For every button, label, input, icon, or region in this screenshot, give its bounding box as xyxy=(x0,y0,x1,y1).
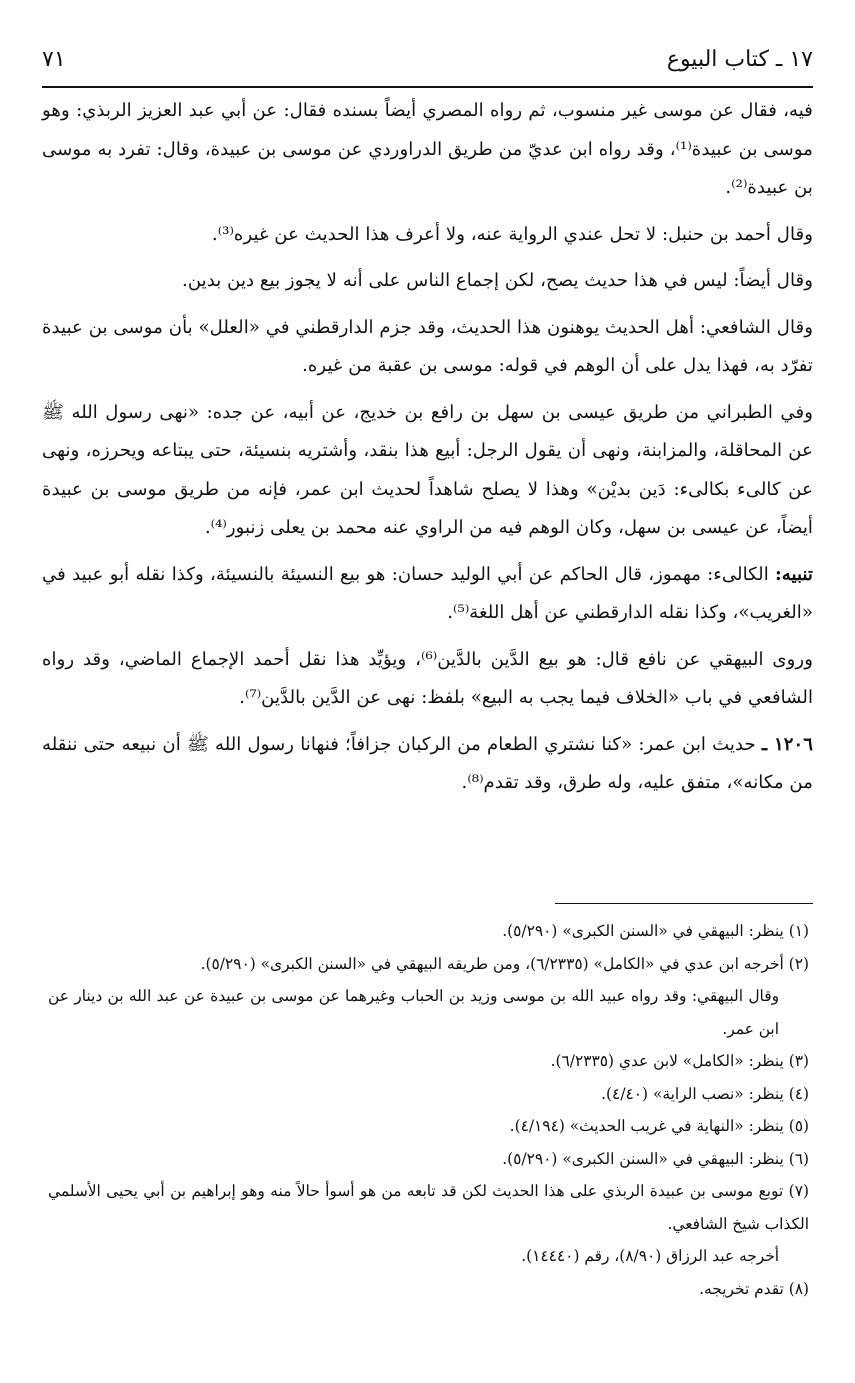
chapter-title: ١٧ ـ كتاب البيوع xyxy=(666,47,813,72)
paragraph-note: تنبيه: الكالىء: مهموز، قال الحاكم عن أبي الوليد حسان: هو بيع النسيئة بالنسيئة، وكذا نقله أبو عبيد في «الغريب»، وكذا نقله الدارقطني عن أهل اللغة⁽⁵⁾. xyxy=(42,563,813,623)
paragraph: وروى البيهقي عن نافع قال: هو بيع الدَّين بالدَّين⁽⁶⁾، ويؤيِّد هذا نقل أحمد الإجماع الماضي، وقد رواه الشافعي في باب «الخلاف فيما يجب به البيع» بلفظ: نهى عن الدَّين بالدَّين⁽⁷⁾. xyxy=(42,648,813,708)
bold-lead: تنبيه: xyxy=(775,563,813,585)
footnote: (٢) أخرجه ابن عدي في «الكامل» (٦/٢٣٣٥)، ومن طريقه البيهقي في «السنن الكبرى» (٥/٢٩٠). xyxy=(200,954,809,973)
paragraph: وقال الشافعي: أهل الحديث يوهنون هذا الحديث، وقد جزم الدارقطني في «العلل» بأن موسى بن عبيدة تفرّد به، فهذا يدل على أن الوهم في قوله: موسى بن عقبة من غيره. xyxy=(42,316,813,376)
footnote: (٧) توبع موسى بن عبيدة الربذي على هذا الحديث لكن قد تابعه من هو أسوأ حالاً منه وهو إبراهيم بن أبي يحيى الأسلمي الكذاب شيخ الشافعي. xyxy=(48,1182,809,1233)
footnote: (٦) ينظر: البيهقي في «السنن الكبرى» (٥/٢٩٠). xyxy=(502,1149,809,1168)
paragraph: وقال أيضاً: ليس في هذا حديث يصح، لكن إجماع الناس على أنه لا يجوز بيع دين بدين. xyxy=(182,270,813,291)
footnotes xyxy=(48,915,809,1305)
main-text xyxy=(42,92,813,811)
footnote-continuation: أخرجه عبد الرزاق (٨/٩٠)، رقم (١٤٤٤٠). xyxy=(521,1247,779,1265)
paragraph: فيه، فقال عن موسى غير منسوب، ثم رواه المصري أيضاً بسنده فقال: عن أبي عبد العزيز الربذي: وهو موسى بن عبيدة⁽¹⁾، وقد رواه ابن عديّ من طريق الدراوردي عن موسى بن عبيدة، وقال: تفرد به موسى بن عبيدة⁽²⁾. xyxy=(42,100,813,198)
page-number: ٧١ xyxy=(42,47,66,72)
header-rule xyxy=(42,86,813,88)
footnote-continuation: وقال البيهقي: وقد رواه عبيد الله بن موسى وزيد بن الحباب وغيرهما عن موسى بن عبيدة عن عبد الله بن دينار عن ابن عمر. xyxy=(48,987,779,1038)
running-header xyxy=(42,40,813,82)
footnote: (٨) تقدم تخريجه. xyxy=(699,1279,809,1298)
footnote: (١) ينظر: البيهقي في «السنن الكبرى» (٥/٢٩٠). xyxy=(502,922,809,940)
paragraph: وقال أحمد بن حنبل: لا تحل عندي الرواية عنه، ولا أعرف هذا الحديث عن غيره⁽³⁾. xyxy=(211,223,813,245)
bold-lead: ١٢٠٦ ـ xyxy=(761,733,814,755)
footnote: (٣) ينظر: «الكامل» لابن عدي (٦/٢٣٣٥). xyxy=(550,1052,809,1070)
paragraph: وفي الطبراني من طريق عيسى بن سهل بن رافع بن خديج، عن أبيه، عن جده: «نهى رسول الله ﷺ عن المحاقلة، والمزابنة، ونهى أن يقول الرجل: أبيع هذا بنقد، وأشتريه بنسيئة، حتى يبتاعه ويحرزه، ونهى عن كالىء بكالىء: دَين بديْن» وهذا لا يصلح شاهداً لحديث ابن عمر، فإنه من طريق موسى بن عبيدة أيضاً، عن عيسى بن سهل، وكان الوهم فيه من الراوي عنه محمد بن يعلى زنبور⁽⁴⁾. xyxy=(42,401,813,538)
hadith-entry: ١٢٠٦ ـ حديث ابن عمر: «كنا نشتري الطعام من الركبان جزافاً؛ فنهانا رسول الله ﷺ أن نبيعه حتى ننقله من مكانه»، متفق عليه، وله طرق، وقد تقدم⁽⁸⁾. xyxy=(42,733,814,793)
footnote-separator xyxy=(555,903,813,904)
footnote: (٥) ينظر: «النهاية في غريب الحديث» (٤/١٩٤). xyxy=(509,1117,809,1135)
footnote: (٤) ينظر: «نصب الراية» (٤/٤٠). xyxy=(601,1084,809,1103)
